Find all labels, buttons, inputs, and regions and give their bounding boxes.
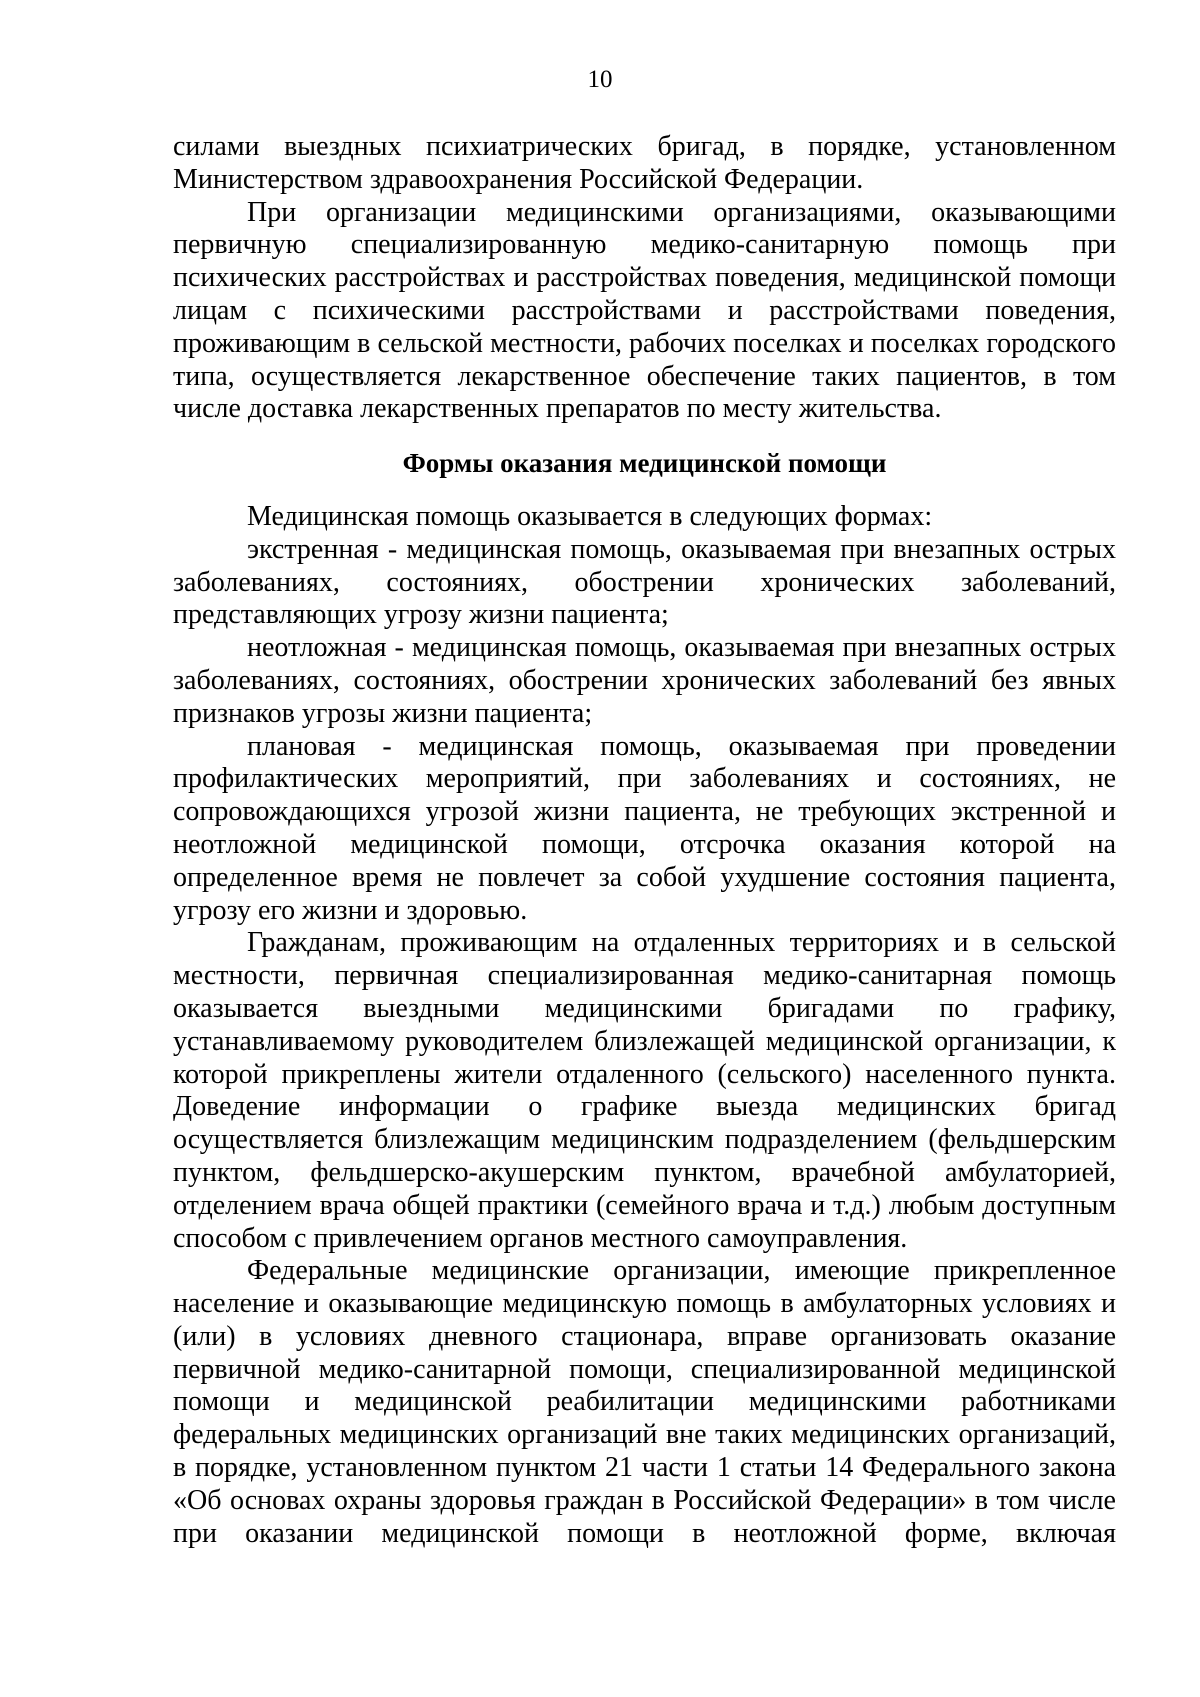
text-line: заболеваниях, состояниях, обострении хронических заболеваний,: [173, 566, 1116, 598]
text-line: население и оказывающие медицинскую помощь в амбулаторных условиях и: [173, 1288, 1116, 1320]
text-line: Федеральные медицинские организации, имеющие прикрепленное: [247, 1255, 1116, 1287]
text-line: первичную специализированную медико-санитарную помощь при: [173, 229, 1116, 261]
paragraph: [173, 632, 1116, 730]
paragraph: [173, 501, 1116, 534]
text-line: лицам с психическими расстройствами и расстройствами поведения,: [173, 294, 1116, 326]
text-line: федеральных медицинских организаций вне таких медицинских организаций,: [173, 1419, 1116, 1451]
text-line: угрозу его жизни и здоровью.: [173, 894, 528, 926]
text-line: проживающим в сельской местности, рабочих поселках и поселках городского: [173, 327, 1116, 359]
text-line: неотложной медицинской помощи, отсрочка оказания которой на: [173, 828, 1116, 860]
paragraph: [173, 197, 1116, 427]
text-line: устанавливаемому руководителем близлежащей медицинской организации, к: [173, 1025, 1116, 1057]
text-line: Доведение информации о графике выезда медицинских бригад: [173, 1091, 1116, 1123]
text-line: первичной медико-санитарной помощи, специализированной медицинской: [173, 1353, 1116, 1385]
text-line: помощи и медицинской реабилитации медицинскими работниками: [173, 1386, 1116, 1418]
section-heading: Формы оказания медицинской помощи: [402, 448, 887, 479]
text-line: местности, первичная специализированная медико-санитарная помощь: [173, 960, 1116, 992]
text-line: числе доставка лекарственных препаратов по месту жительства.: [173, 393, 942, 425]
text-line: в порядке, установленном пунктом 21 части 1 статьи 14 Федерального закона: [173, 1452, 1116, 1484]
text-line: экстренная - медицинская помощь, оказываемая при внезапных острых: [247, 533, 1116, 565]
text-line: представляющих угрозу жизни пациента;: [173, 599, 669, 631]
text-line: плановая - медицинская помощь, оказываемая при проведении: [247, 730, 1116, 762]
text-line: осуществляется близлежащим медицинским подразделением (фельдшерским: [173, 1124, 1116, 1156]
text-line: профилактических мероприятий, при заболеваниях и состояниях, не: [173, 763, 1116, 795]
text-line: «Об основах охраны здоровья граждан в Российской Федерации» в том числе: [173, 1484, 1116, 1516]
text-line: заболеваниях, состояниях, обострении хронических заболеваний без явных: [173, 664, 1116, 696]
text-line: силами выездных психиатрических бригад, в порядке, установленном: [173, 131, 1116, 162]
text-line: признаков угрозы жизни пациента;: [173, 697, 593, 729]
text-line: (или) в условиях дневного стационара, вправе организовать оказание: [173, 1320, 1116, 1352]
text-line: определенное время не повлечет за собой ухудшение состояния пациента,: [173, 861, 1116, 893]
text-line: сопровождающихся угрозой жизни пациента, не требующих экстренной и: [173, 796, 1116, 828]
text-line: оказывается выездными медицинскими бригадами по графику,: [173, 992, 1116, 1024]
text-line: Гражданам, проживающим на отдаленных территориях и в сельской: [247, 927, 1116, 959]
page-number: 10: [587, 66, 613, 93]
text-line: Министерством здравоохранения Российской Федерации.: [173, 163, 864, 195]
text-line: психических расстройствах и расстройствах поведения, медицинской помощи: [173, 262, 1116, 294]
text-line: При организации медицинскими организациями, оказывающими: [247, 196, 1116, 228]
text-line: при оказании медицинской помощи в неотложной форме, включая: [173, 1517, 1116, 1549]
paragraph: [173, 1255, 1116, 1550]
paragraph: [173, 534, 1116, 632]
text-line: Медицинская помощь оказывается в следующих формах:: [247, 500, 933, 532]
document-body: [173, 131, 1116, 1550]
text-line: отделением врача общей практики (семейного врача и т.д.) любым доступным: [173, 1189, 1116, 1221]
paragraph: [173, 731, 1116, 928]
paragraph: [173, 927, 1116, 1255]
paragraph: [173, 131, 1116, 197]
text-line: способом с привлечением органов местного самоуправления.: [173, 1222, 908, 1254]
text-line: которой прикреплены жители отдаленного (сельского) населенного пункта.: [173, 1058, 1116, 1090]
text-line: пунктом, фельдшерско-акушерским пунктом, врачебной амбулаторией,: [173, 1156, 1116, 1188]
text-line: типа, осуществляется лекарственное обеспечение таких пациентов, в том: [173, 360, 1116, 392]
text-line: неотложная - медицинская помощь, оказываемая при внезапных острых: [247, 632, 1116, 664]
